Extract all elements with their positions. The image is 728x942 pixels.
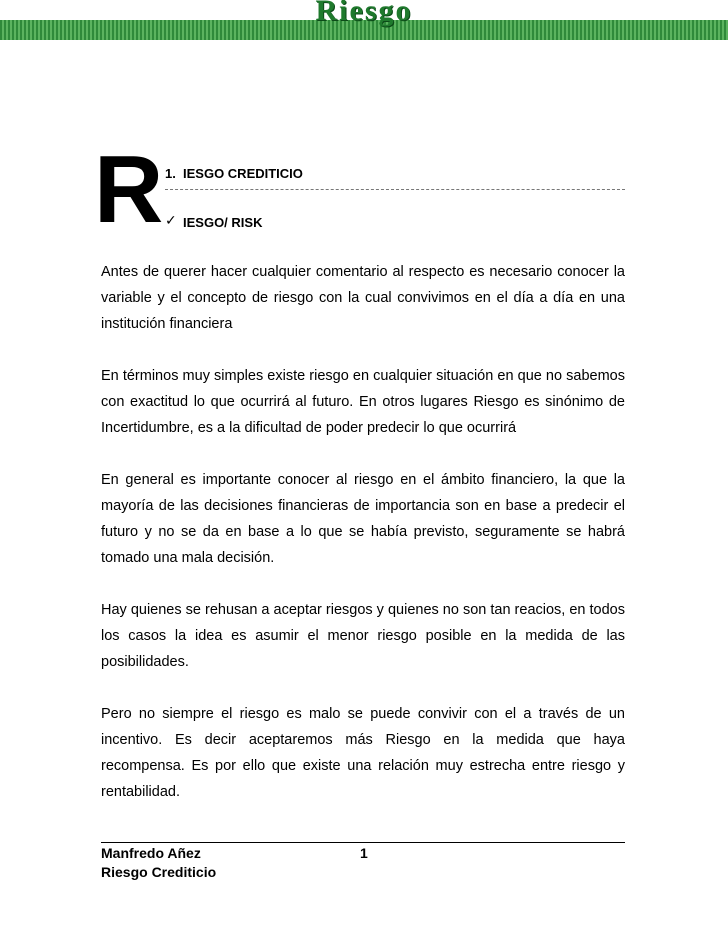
- footer-divider: [101, 842, 625, 843]
- footer-subject: Riesgo Crediticio: [101, 864, 217, 880]
- body-text: [101, 259, 625, 831]
- paragraph: En general es importante conocer al riesgo en el ámbito financiero, la que la mayoría de las decisiones financieras de importancia son en base a predecir el futuro y no se da en base a lo que se había previsto, seguramente se habrá tomado una mala decisión.: [101, 472, 625, 566]
- paragraph: Pero no siempre el riesgo es malo se puede convivir con el a través de un incentivo. Es decir aceptaremos más Riesgo en la medida que haya recompensa. Es por ello que existe una relación muy estrecha entre riesgo y rentabilidad.: [101, 706, 625, 800]
- section-heading: IESGO CREDITICIO: [183, 166, 303, 181]
- heading-divider: [165, 189, 625, 190]
- subsection-heading: IESGO/ RISK: [183, 215, 263, 230]
- drop-cap-letter: R: [94, 136, 164, 243]
- heading-number: 1.: [165, 166, 176, 181]
- paragraph: Hay quienes se rehusan a aceptar riesgos y quienes no son tan reacios, en todos los casos la idea es asumir el menor riesgo posible en la medida de las posibilidades.: [101, 602, 625, 670]
- page-number: 1: [360, 845, 368, 861]
- header-title: Riesgo: [315, 0, 413, 27]
- paragraph: Antes de querer hacer cualquier comentario al respecto es necesario conocer la variable y el concepto de riesgo con la cual convivimos en el día a día en una institución financiera: [101, 264, 625, 332]
- checkmark-icon: ✓: [165, 212, 177, 228]
- paragraph: En términos muy simples existe riesgo en cualquier situación en que no sabemos con exactitud lo que ocurrirá al futuro. En otros lugares Riesgo es sinónimo de Incertidumbre, es a la dificultad de poder predecir lo que ocurrirá: [101, 368, 625, 436]
- footer-author: Manfredo Añez: [101, 845, 201, 861]
